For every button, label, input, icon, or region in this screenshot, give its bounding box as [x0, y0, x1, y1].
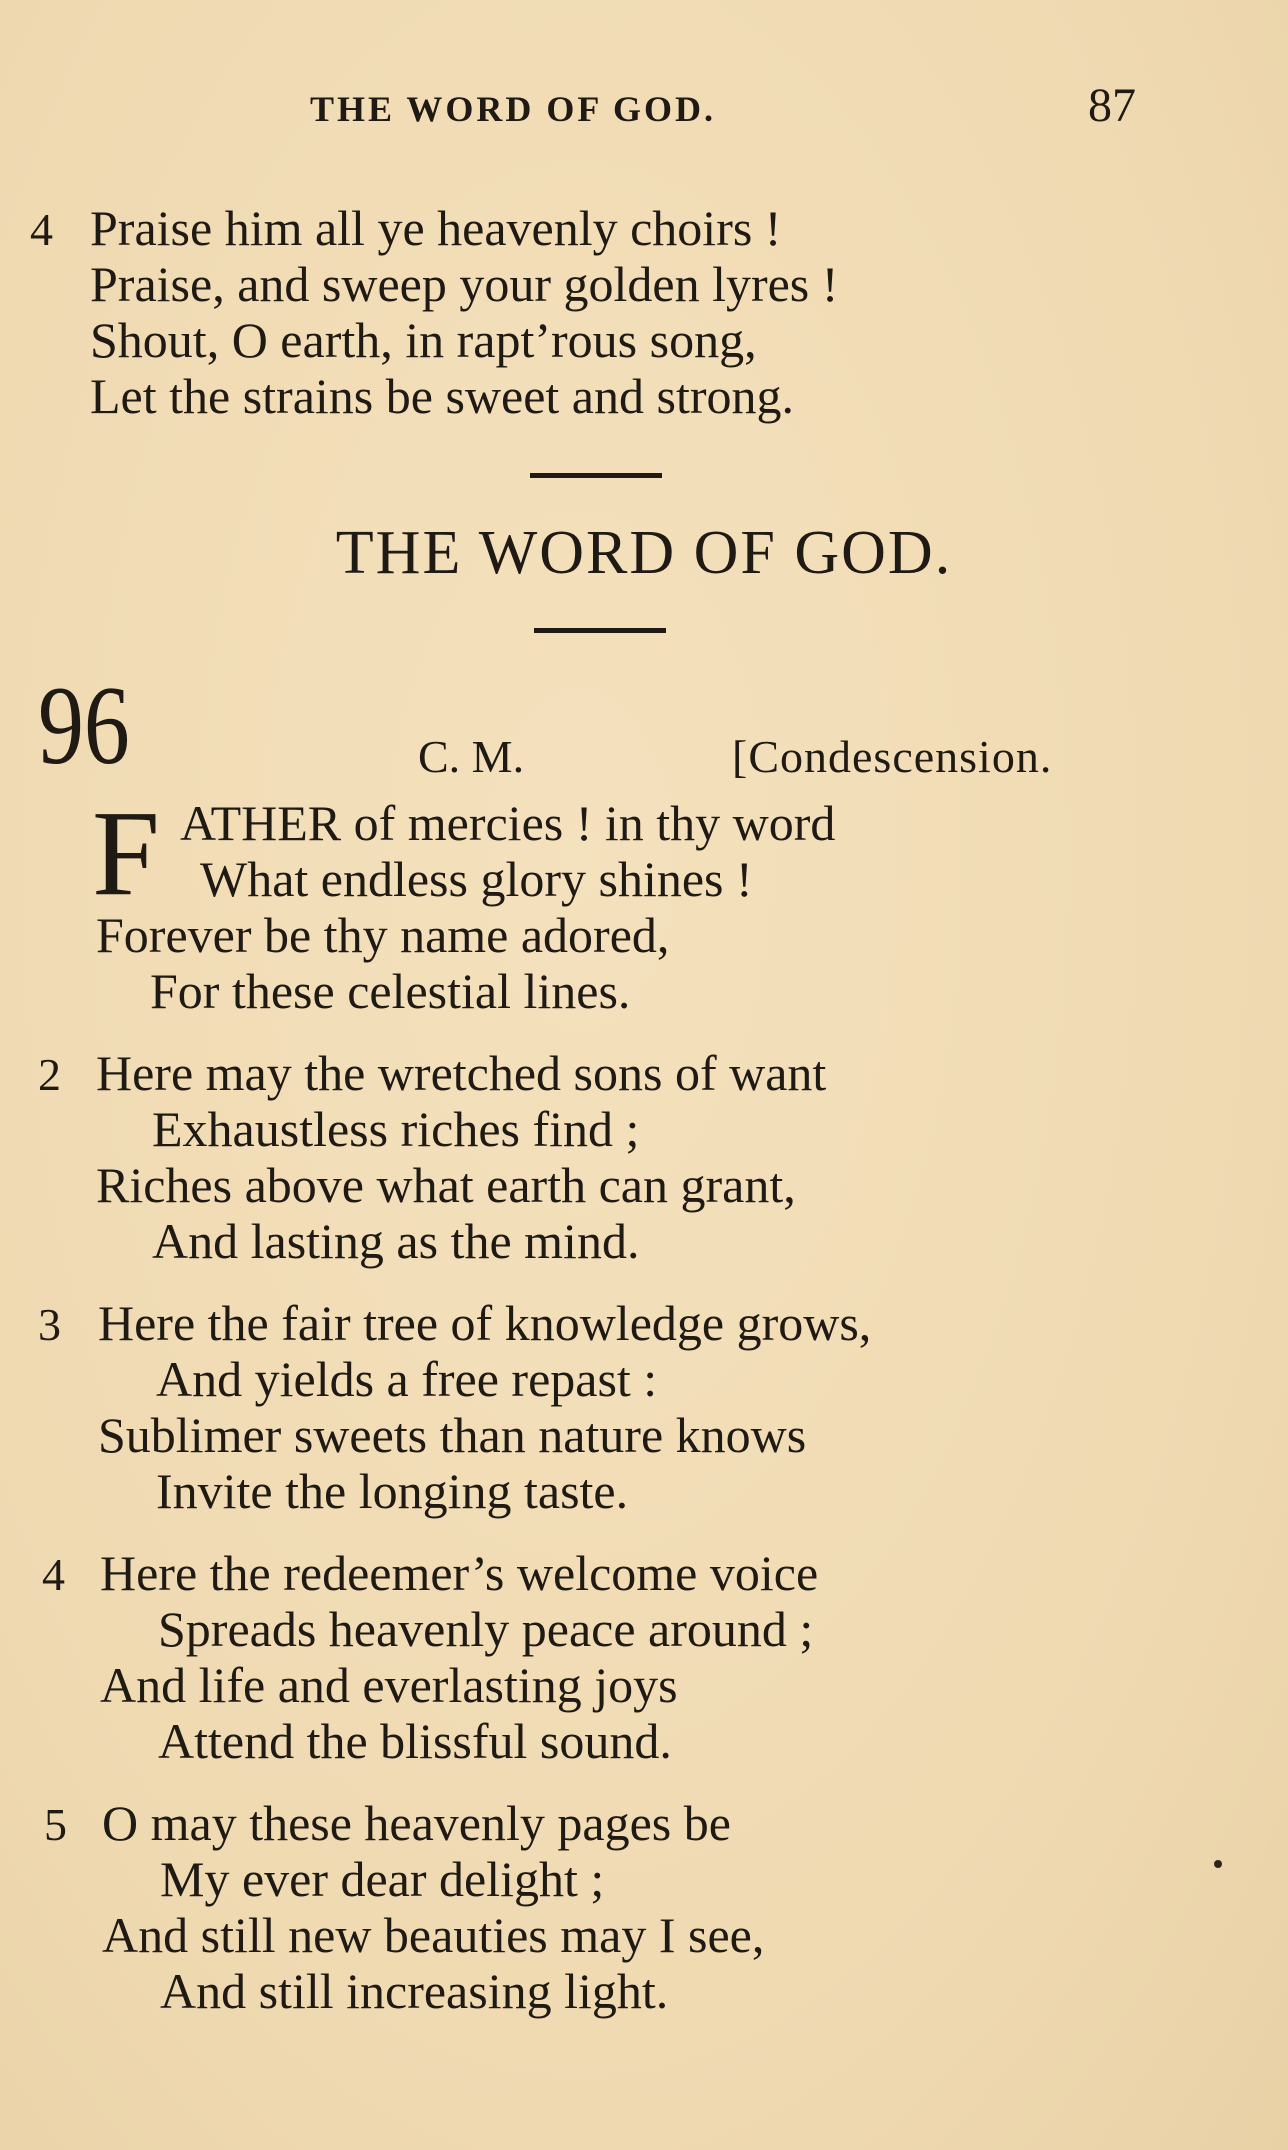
section-rule-top: [530, 473, 662, 478]
verse-line: Praise him all ye heavenly choirs !: [90, 200, 782, 256]
verse-line: Let the strains be sweet and strong.: [90, 368, 794, 424]
section-title: THE WORD OF GOD.: [335, 519, 953, 587]
verse-line: For these celestial lines.: [150, 963, 631, 1019]
hymn-number: 96: [38, 664, 130, 788]
verse-line: O may these heavenly pages be: [102, 1795, 731, 1851]
stanza-number: 3: [38, 1299, 61, 1350]
verse-line: And still new beauties may I see,: [102, 1907, 765, 1963]
hymn-meter: C. M.: [418, 731, 525, 782]
stanza-number: 5: [44, 1799, 67, 1850]
verse-line: What endless glory shines !: [200, 851, 753, 907]
verse-line: And lasting as the mind.: [152, 1213, 640, 1269]
verse-line: Exhaustless riches find ;: [152, 1101, 640, 1157]
verse-line: Praise, and sweep your golden lyres !: [90, 256, 839, 312]
stanza-number: 4: [42, 1549, 65, 1600]
page-number: 87: [1088, 79, 1136, 132]
verse-line: Shout, O earth, in rapt’rous song,: [90, 312, 757, 368]
drop-cap: F: [92, 786, 160, 921]
verse-line: And still increasing light.: [160, 1963, 669, 2019]
verse-line: My ever dear delight ;: [160, 1851, 605, 1907]
verse-line: Sublimer sweets than nature knows: [98, 1407, 807, 1463]
verse-line: And life and everlasting joys: [100, 1657, 678, 1713]
verse-line: Forever be thy name adored,: [96, 907, 670, 963]
ink-dot: [1214, 1860, 1222, 1868]
section-rule-bottom: [534, 628, 666, 633]
verse-line: And yields a free repast :: [156, 1351, 658, 1407]
stanza-number: 2: [38, 1049, 61, 1100]
verse-line: Here the fair tree of knowledge grows,: [98, 1295, 872, 1351]
running-head: THE WORD OF GOD.: [310, 89, 717, 129]
prev-stanza-number: 4: [30, 204, 53, 255]
hymn-tune: [Condescension.: [732, 731, 1053, 782]
verse-line: Riches above what earth can grant,: [96, 1157, 796, 1213]
verse-line: Attend the blissful sound.: [158, 1713, 672, 1769]
verse-line: ATHER of mercies ! in thy word: [180, 795, 836, 851]
verse-line: Here the redeemer’s welcome voice: [100, 1545, 819, 1601]
verse-line: Invite the longing taste.: [156, 1463, 629, 1519]
verse-line: Here may the wretched sons of want: [96, 1045, 827, 1101]
verse-line: Spreads heavenly peace around ;: [158, 1601, 814, 1657]
